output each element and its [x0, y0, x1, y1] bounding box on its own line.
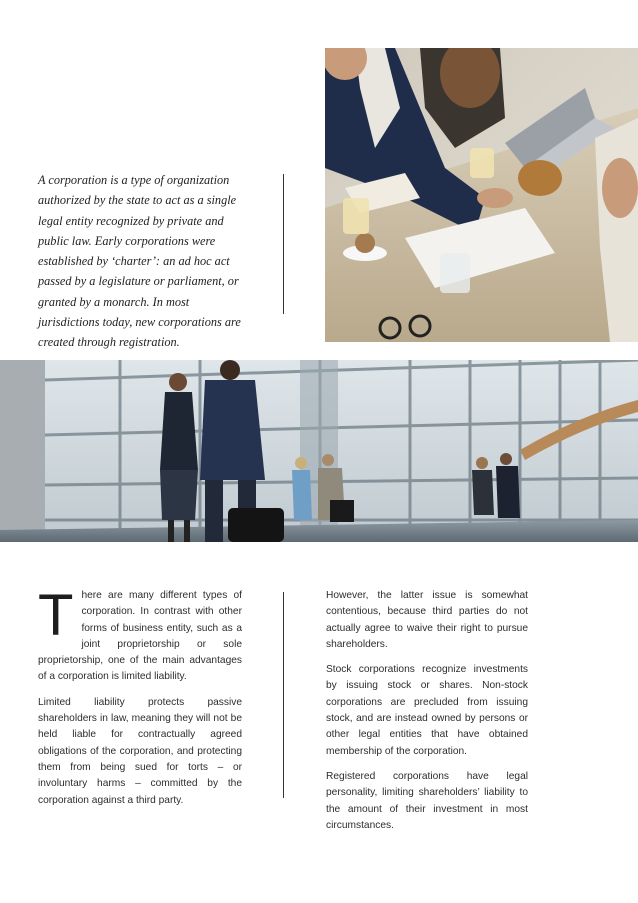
office-photo — [0, 360, 638, 542]
left-paragraph-2: Limited liability protects passive shareholders in law, meaning they will not be held liable for contractually agreed obligations of the corporation, and protecting them from being sued for torts – or involuntary harms – committed by the corporation against a third party. — [38, 696, 242, 806]
right-paragraph-2: Stock corporations recognize investments by issuing stock or shares. Non-stock corporations are precluded from issuing stock, and are instead owned by persons or other legal entities that have obtained membership of the corporation. — [326, 664, 528, 757]
right-paragraph-3: Registered corporations have legal personality, limiting shareholders’ liability to the amount of their investment in most circumstances. — [326, 770, 528, 831]
vertical-divider-top — [283, 174, 284, 314]
meeting-photo — [325, 48, 638, 342]
drop-cap: T — [38, 583, 74, 648]
right-column — [326, 588, 528, 843]
left-paragraph-1 — [38, 583, 242, 686]
left-column — [38, 583, 242, 818]
left-paragraph-1-text: here are many different types of corporation. In contrast with other forms of business entity, such as a joint proprietorship or sole proprietorship, one of the main advantages of a corporation is limited liability. — [38, 590, 242, 683]
intro-paragraph: A corporation is a type of organization authorized by the state to act as a single legal entity recognized by private and public law. Early corporations were established by ‘charter’: an ad hoc act passed by a legislature or parliament, or granted by a monarch. In most jurisdictions today, new corporations are created through registration. — [38, 173, 241, 350]
vertical-divider-bottom — [283, 592, 284, 798]
right-paragraph-1: However, the latter issue is somewhat contentious, because third parties do not actually agree to waive their right to pursue shareholders. — [326, 590, 528, 650]
